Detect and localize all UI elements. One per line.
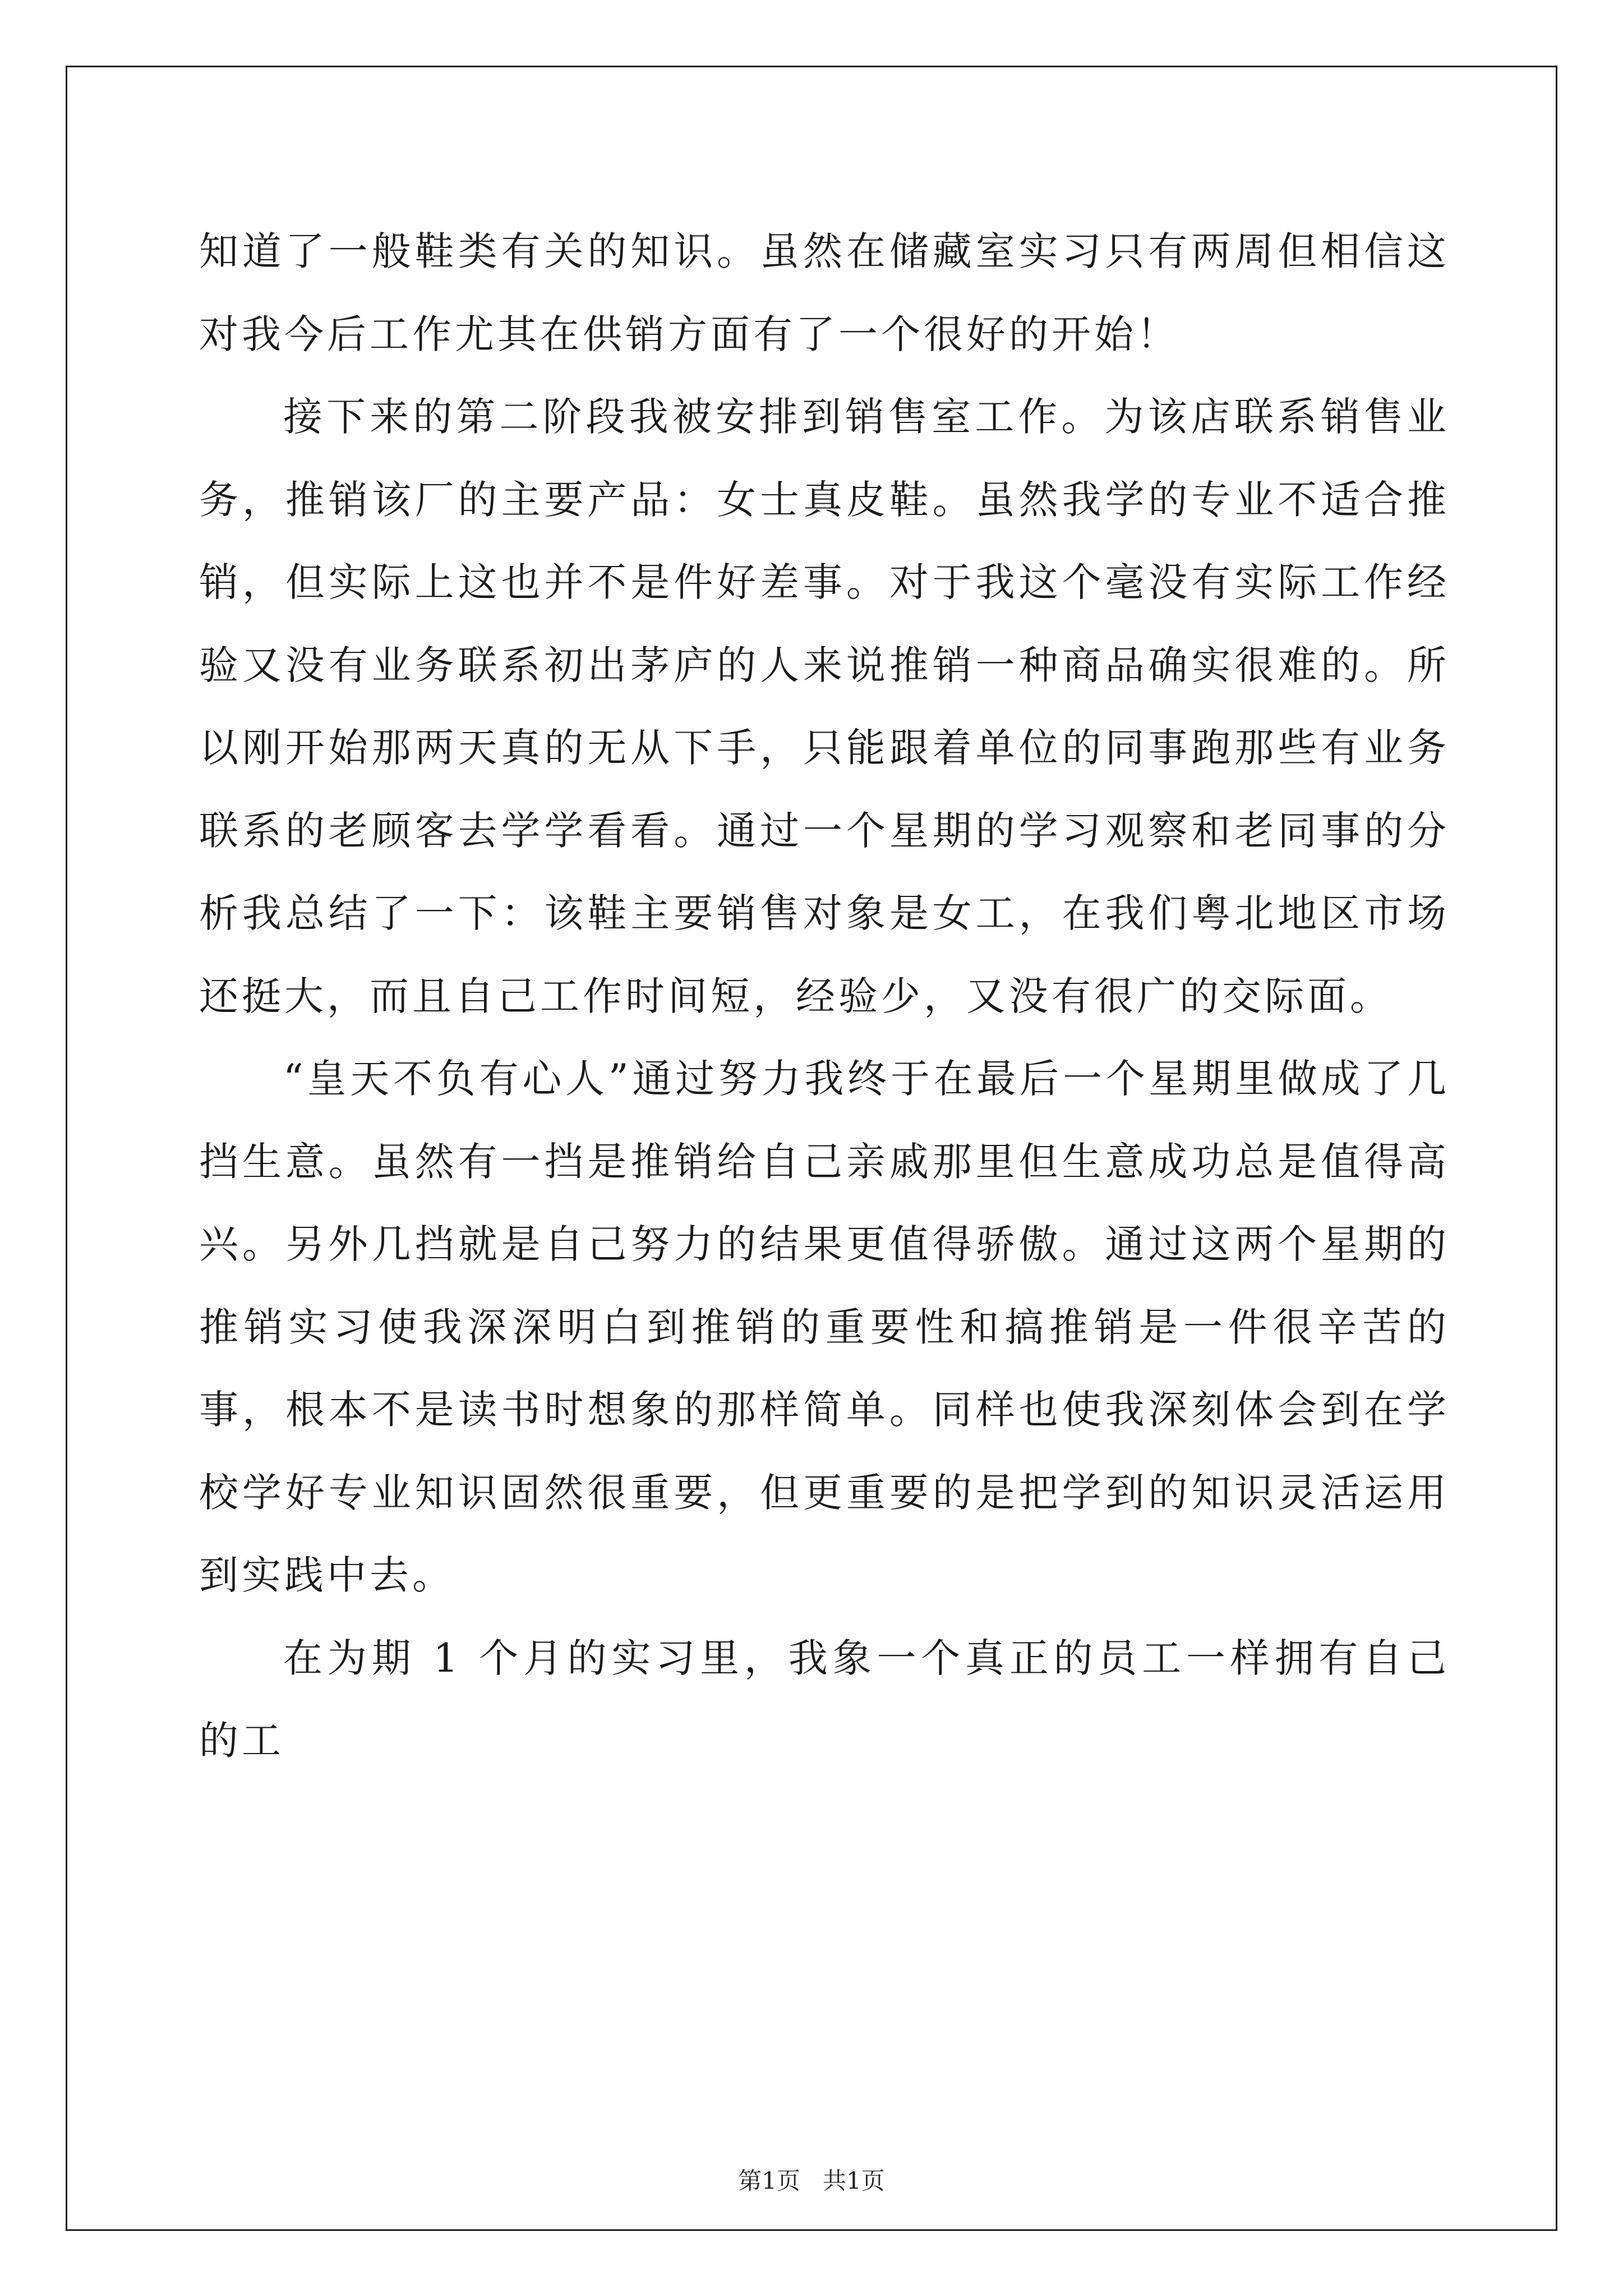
page-footer [0, 2162, 1623, 2196]
page-number: 第1页 [738, 2167, 800, 2194]
paragraph-2: 接下来的第二阶段我被安排到销售室工作。为该店联系销售业务，推销该厂的主要产品：女士真皮鞋。虽然我学的专业不适合推销，但实际上这也并不是件好差事。对于我这个毫没有实际工作经验又没有业务联系初出茅庐的人来说推销一种商品确实很难的。所以刚开始那两天真的无从下手，只能跟着单位的同事跑那些有业务联系的老顾客去学学看看。通过一个星期的学习观察和老同事的分析我总结了一下：该鞋主要销售对象是女工，在我们粤北地区市场还挺大，而且自己工作时间短，经验少，又没有很广的交际面。 [199, 394, 1450, 1019]
document-body [199, 210, 1450, 1783]
paragraph-4: 在为期 1 个月的实习里，我象一个真正的员工一样拥有自己的工 [199, 1635, 1450, 1764]
paragraph-1: 知道了一般鞋类有关的知识。虽然在储藏室实习只有两周但相信这对我今后工作尤其在供销方面有了一个很好的开始！ [199, 228, 1450, 357]
paragraph-3: “皇天不负有心人”通过努力我终于在最后一个星期里做成了几挡生意。虽然有一挡是推销给自己亲戚那里但生意成功总是值得高兴。另外几挡就是自己努力的结果更值得骄傲。通过这两个星期的推销实习使我深深明白到推销的重要性和搞推销是一件很辛苦的事，根本不是读书时想象的那样简单。同样也使我深刻体会到在学校学好专业知识固然很重要，但更重要的是把学到的知识灵活运用到实践中去。 [199, 1056, 1450, 1598]
page-total: 共1页 [823, 2167, 885, 2194]
